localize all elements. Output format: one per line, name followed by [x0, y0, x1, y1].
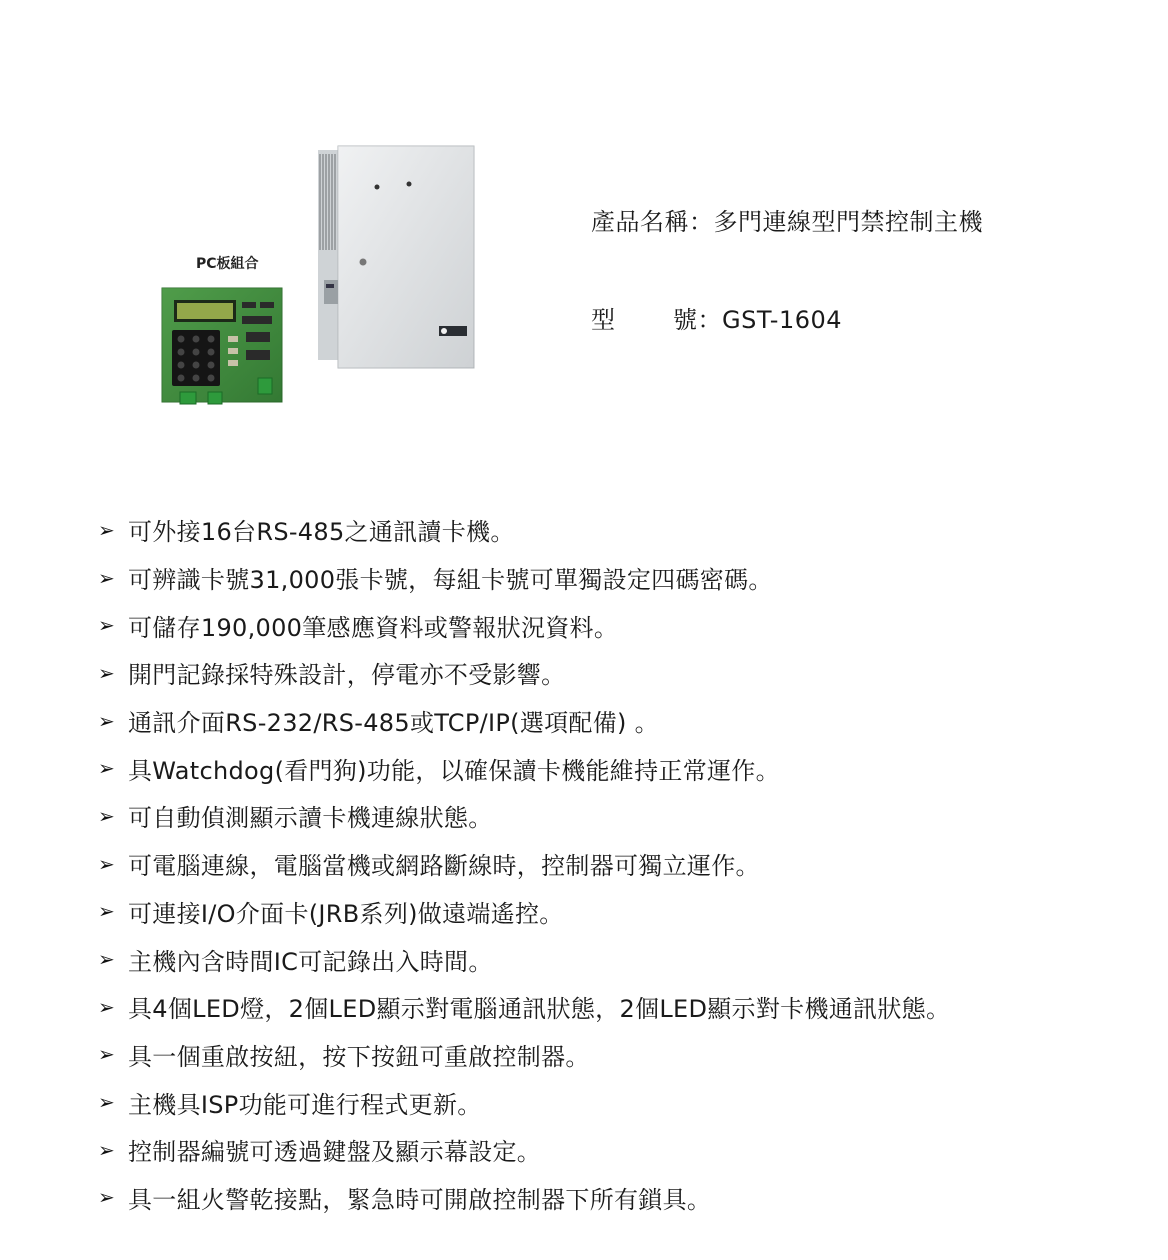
feature-item: ➢ 可辨識卡號31,000張卡號，每組卡號可單獨設定四碼密碼。 — [98, 565, 773, 595]
bullet-arrow-icon: ➢ — [98, 1090, 115, 1115]
bullet-arrow-icon: ➢ — [98, 660, 115, 685]
feature-item: ➢ 可外接16台RS-485之通訊讀卡機。 — [98, 517, 515, 547]
feature-item: ➢ 通訊介面RS-232/RS-485或TCP/IP(選項配備) 。 — [98, 708, 659, 738]
bullet-arrow-icon: ➢ — [98, 947, 115, 972]
feature-list — [98, 506, 1148, 1221]
controller-enclosure — [318, 146, 474, 368]
product-name-label: 產品名稱： — [591, 208, 714, 236]
model-label-a: 型 — [591, 306, 616, 334]
pcb-board — [162, 288, 282, 404]
model-value: GST-1604 — [722, 306, 843, 334]
bullet-arrow-icon: ➢ — [98, 803, 115, 828]
feature-item: ➢ 具一組火警乾接點，緊急時可開啟控制器下所有鎖具。 — [98, 1185, 712, 1214]
bullet-arrow-icon: ➢ — [98, 851, 115, 876]
feature-item: ➢ 主機內含時間IC可記錄出入時間。 — [98, 947, 493, 976]
product-photo — [150, 140, 490, 415]
bullet-arrow-icon: ➢ — [98, 1137, 115, 1162]
feature-item: ➢ 可自動偵測顯示讀卡機連線狀態。 — [98, 803, 493, 833]
feature-item: ➢ 可儲存190,000筆感應資料或警報狀況資料。 — [98, 613, 619, 642]
feature-item: ➢ 可電腦連線，電腦當機或網路斷線時，控制器可獨立運作。 — [98, 851, 760, 881]
pcb-label: PC板組合 — [196, 256, 259, 272]
feature-item: ➢ 具Watchdog(看門狗)功能，以確保讀卡機能維持正常運作。 — [98, 756, 780, 785]
bullet-arrow-icon: ➢ — [98, 1185, 115, 1210]
bullet-arrow-icon: ➢ — [98, 1042, 115, 1067]
feature-item: ➢ 主機具ISP功能可進行程式更新。 — [98, 1090, 482, 1119]
bullet-arrow-icon: ➢ — [98, 756, 115, 781]
feature-item: ➢ 開門記錄採特殊設計，停電亦不受影響。 — [98, 660, 566, 690]
bullet-arrow-icon: ➢ — [98, 565, 115, 590]
model-line — [591, 300, 842, 335]
feature-item: ➢ 具一個重啟按紐，按下按鈕可重啟控制器。 — [98, 1042, 590, 1071]
feature-item: ➢ 可連接I/O介面卡(JRB系列)做遠端遙控。 — [98, 899, 564, 928]
bullet-arrow-icon: ➢ — [98, 517, 115, 542]
feature-item: ➢ 控制器編號可透過鍵盤及顯示幕設定。 — [98, 1137, 542, 1167]
model-label-b: 號： — [673, 306, 722, 334]
bullet-arrow-icon: ➢ — [98, 899, 115, 924]
product-name-value: 多門連線型門禁控制主機 — [713, 208, 983, 236]
feature-item: ➢ 具4個LED燈，2個LED顯示對電腦通訊狀態，2個LED顯示對卡機通訊狀態。 — [98, 994, 951, 1024]
bullet-arrow-icon: ➢ — [98, 708, 115, 733]
product-name-line — [591, 202, 983, 237]
bullet-arrow-icon: ➢ — [98, 994, 115, 1019]
bullet-arrow-icon: ➢ — [98, 613, 115, 638]
